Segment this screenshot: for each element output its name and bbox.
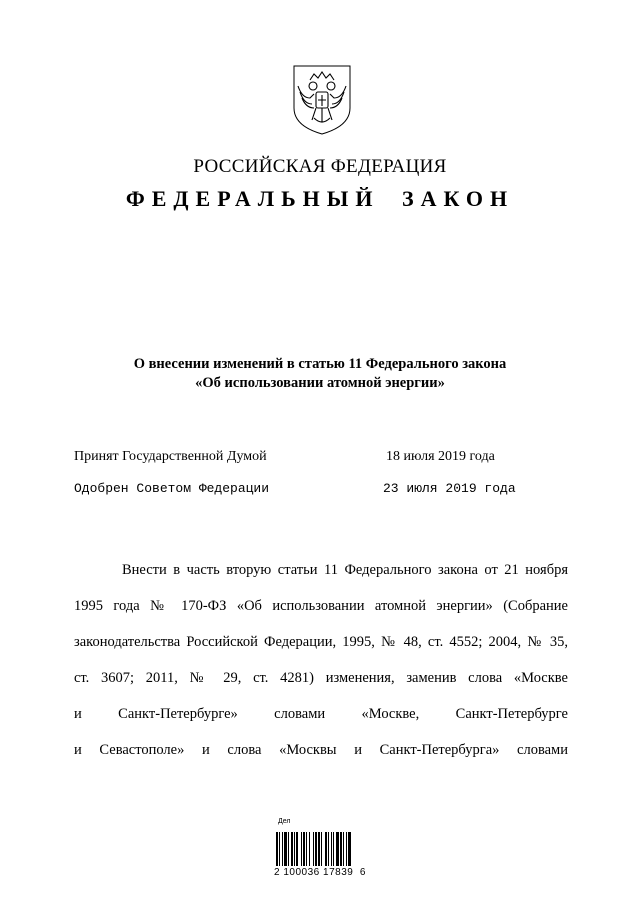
law-title [100,355,540,393]
body-line: и Санкт-Петербурге» словами «Москве, Санкт-Петербурге [74,706,568,722]
law-body-text [74,552,568,768]
law-title-line-1: О внесении изменений в статью 11 Федерального закона [133,356,507,372]
law-type-heading: ФЕДЕРАЛЬНЫЙ ЗАКОН [125,186,515,211]
duma-adoption-label: Принят Государственной Думой [74,449,267,464]
body-line: законодательства Российской Федерации, 1995, № 48, ст. 4552; 2004, № 35, [74,634,568,650]
barcode-mark: Дел [278,818,291,825]
body-line: 1995 года № 170-ФЗ «Об использовании атомной энергии» (Собрание [74,598,568,614]
body-line: Внести в часть вторую статьи 11 Федерального закона от 21 ноября [122,562,568,578]
barcode-icon [276,832,372,866]
barcode-number: 2 100036 17839 6 [274,867,366,878]
council-approval-label: Одобрен Советом Федерации [74,481,270,496]
body-line: и Севастополе» и слова «Москвы и Санкт-Петербурга» словами [74,742,568,758]
law-title-line-2: «Об использовании атомной энергии» [195,375,445,391]
country-heading: РОССИЙСКАЯ ФЕДЕРАЦИЯ [193,156,447,177]
coat-of-arms-icon [288,64,356,136]
duma-adoption-date: 18 июля 2019 года [386,449,495,464]
council-approval-date: 23 июля 2019 года [383,481,516,496]
body-line: ст. 3607; 2011, № 29, ст. 4281) изменения, заменив слова «Москве [74,670,568,686]
